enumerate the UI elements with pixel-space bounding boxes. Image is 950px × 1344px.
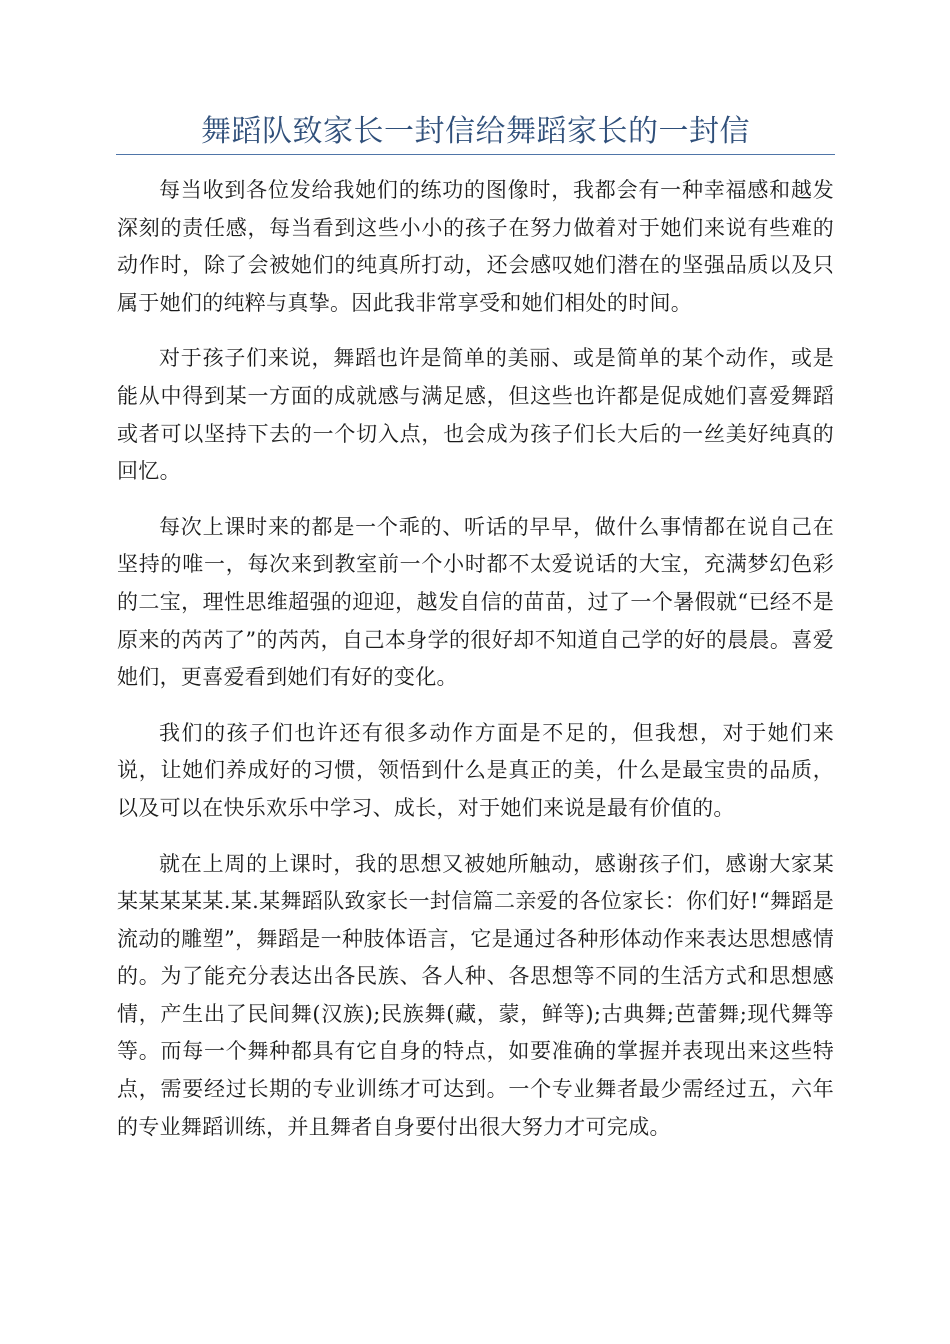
- paragraph-2: 对于孩子们来说，舞蹈也许是简单的美丽、或是简单的某个动作，或是能从中得到某一方面的成就感与满足感，但这些也许都是促成她们喜爱舞蹈或者可以坚持下去的一个切入点，也会成为孩子们长大后的一丝美好纯真的回忆。: [117, 346, 834, 484]
- paragraph-5: 就在上周的上课时，我的思想又被她所触动，感谢孩子们，感谢大家某某某某某某.某.某舞蹈队致家长一封信篇二亲爱的各位家长：你们好!“舞蹈是流动的雕塑”，舞蹈是一种肢体语言，它是通过各种形体动作来表达思想感情的。为了能充分表达出各民族、各人种、各思想等不同的生活方式和思想感情，产生出了民间舞(汉族);民族舞(藏，蒙，鲜等);古典舞;芭蕾舞;现代舞等等。而每一个舞种都具有它自身的特点，如要准确的掌握并表现出来这些特点，需要经过长期的专业训练才可达到。一个专业舞者最少需经过五，六年的专业舞蹈训练，并且舞者自身要付出很大努力才可完成。: [117, 851, 834, 1139]
- paragraph-1: 每当收到各位发给我她们的练功的图像时，我都会有一种幸福感和越发深刻的责任感，每当看到这些小小的孩子在努力做着对于她们来说有些难的动作时，除了会被她们的纯真所打动，还会感叹她们潜在的坚强品质以及只属于她们的纯粹与真挚。因此我非常享受和她们相处的时间。: [117, 178, 834, 315]
- document-body: [117, 172, 834, 1164]
- paragraph-3: 每次上课时来的都是一个乖的、听话的早早，做什么事情都在说自己在坚持的唯一，每次来到教室前一个小时都不太爱说话的大宝，充满梦幻色彩的二宝，理性思维超强的迎迎，越发自信的苗苗，过了一个暑假就“已经不是原来的芮芮了”的芮芮，自己本身学的很好却不知道自己学的好的晨晨。喜爱她们，更喜爱看到她们有好的变化。: [117, 514, 834, 690]
- paragraph-4: 我们的孩子们也许还有很多动作方面是不足的，但我想，对于她们来说，让她们养成好的习惯，领悟到什么是真正的美，什么是最宝贵的品质，以及可以在快乐欢乐中学习、成长，对于她们来说是最有价值的。: [117, 720, 834, 820]
- page-title: 舞蹈队致家长一封信给舞蹈家长的一封信: [201, 114, 750, 149]
- title-underline: [116, 154, 835, 155]
